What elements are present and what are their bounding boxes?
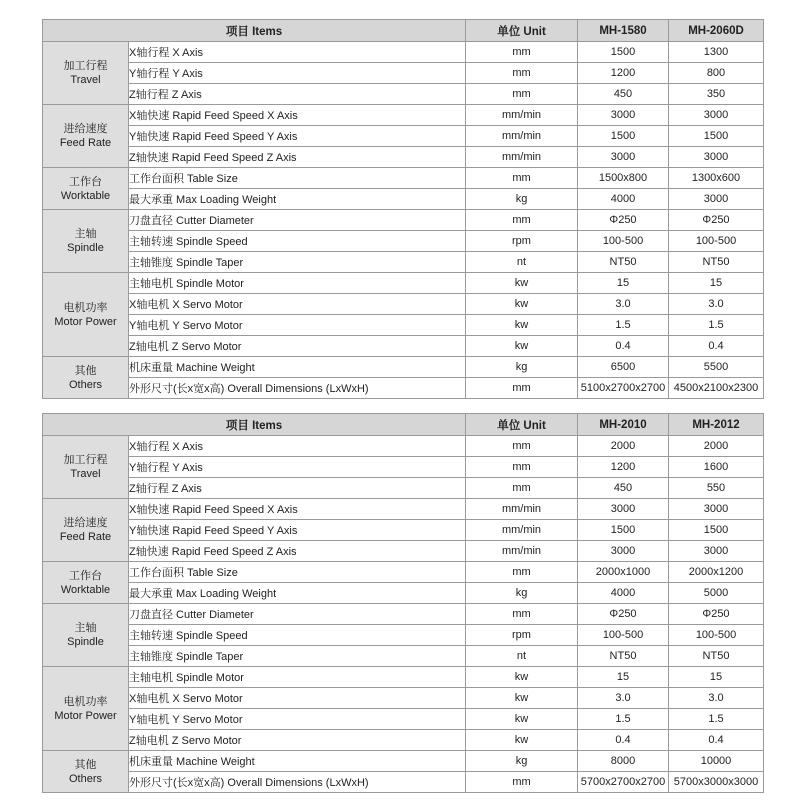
model-b-value: 1.5 <box>669 315 764 336</box>
model-a-value: 3.0 <box>578 688 669 709</box>
unit-cell: mm <box>466 378 578 399</box>
table-row <box>43 84 764 105</box>
model-b-value: 3000 <box>669 541 764 562</box>
item-cell: 最大承重 Max Loading Weight <box>129 189 466 210</box>
model-b-value: 100-500 <box>669 231 764 252</box>
unit-cell: mm <box>466 478 578 499</box>
item-cell: Y轴快速 Rapid Feed Speed Y Axis <box>129 126 466 147</box>
unit-cell: mm/min <box>466 105 578 126</box>
model-b-value: 3000 <box>669 499 764 520</box>
item-cell: X轴快速 Rapid Feed Speed X Axis <box>129 105 466 126</box>
group-label <box>43 42 129 105</box>
group-label <box>43 436 129 499</box>
table-row <box>43 436 764 457</box>
header-items: 项目 Items <box>43 414 466 436</box>
model-b-value: 10000 <box>669 751 764 772</box>
model-b-value: 3.0 <box>669 688 764 709</box>
table-row <box>43 210 764 231</box>
item-cell: 刀盘直径 Cutter Diameter <box>129 210 466 231</box>
group-label-en: Others <box>68 772 102 785</box>
group-label-cn: 工作台 <box>69 175 102 188</box>
unit-cell: kg <box>466 189 578 210</box>
item-cell: 刀盘直径 Cutter Diameter <box>129 604 466 625</box>
group-label-cn: 加工行程 <box>63 60 108 72</box>
model-a-value: 5100x2700x2700 <box>578 378 669 399</box>
item-cell: Z轴快速 Rapid Feed Speed Z Axis <box>129 147 466 168</box>
table-row <box>43 231 764 252</box>
table-row <box>43 604 764 625</box>
model-a-value: 3000 <box>578 499 669 520</box>
item-cell: X轴行程 X Axis <box>129 42 466 63</box>
model-b-value: 2000x1200 <box>669 562 764 583</box>
table-row <box>43 252 764 273</box>
group-label-en: Feed Rate <box>59 137 112 149</box>
table-row <box>43 478 764 499</box>
model-b-value: 3000 <box>669 147 764 168</box>
item-cell: 最大承重 Max Loading Weight <box>129 583 466 604</box>
item-cell: Z轴电机 Z Servo Motor <box>129 336 466 357</box>
group-label <box>43 210 129 273</box>
group-label-cn: 加工行程 <box>63 454 108 466</box>
header-model-b: MH-2060D <box>669 20 764 42</box>
table-row <box>43 499 764 520</box>
model-a-value: 1500 <box>578 520 669 541</box>
item-cell: 工作台面积 Table Size <box>129 168 466 189</box>
group-label-cn: 主轴 <box>74 228 97 240</box>
unit-cell: kw <box>466 315 578 336</box>
item-cell: X轴电机 X Servo Motor <box>129 688 466 709</box>
group-label <box>43 499 129 562</box>
table-row <box>43 63 764 84</box>
group-label <box>43 562 129 604</box>
model-a-value: 4000 <box>578 583 669 604</box>
item-cell: Y轴快速 Rapid Feed Speed Y Axis <box>129 520 466 541</box>
group-label-cn: 工作台 <box>69 569 102 582</box>
model-a-value: 4000 <box>578 189 669 210</box>
header-model-a: MH-2010 <box>578 414 669 436</box>
item-cell: 机床重量 Machine Weight <box>129 357 466 378</box>
group-label <box>43 604 129 667</box>
group-label <box>43 667 129 751</box>
unit-cell: nt <box>466 252 578 273</box>
table-row <box>43 147 764 168</box>
item-cell: X轴快速 Rapid Feed Speed X Axis <box>129 499 466 520</box>
model-a-value: 0.4 <box>578 336 669 357</box>
model-a-value: Φ250 <box>578 210 669 231</box>
model-a-value: 8000 <box>578 751 669 772</box>
model-b-value: 0.4 <box>669 730 764 751</box>
item-cell: 主轴锥度 Spindle Taper <box>129 646 466 667</box>
header-items: 项目 Items <box>43 20 466 42</box>
model-b-value: 3000 <box>669 105 764 126</box>
model-a-value: 450 <box>578 84 669 105</box>
model-a-value: 3.0 <box>578 294 669 315</box>
model-a-value: 3000 <box>578 541 669 562</box>
group-label-cn: 其他 <box>74 758 97 771</box>
item-cell: 主轴电机 Spindle Motor <box>129 273 466 294</box>
unit-cell: kg <box>466 583 578 604</box>
group-label-cn: 电机功率 <box>63 301 108 314</box>
model-a-value: 2000 <box>578 436 669 457</box>
item-cell: 外形尺寸(长x宽x高) Overall Dimensions (LxWxH) <box>129 772 466 793</box>
table-row <box>43 126 764 147</box>
item-cell: Z轴电机 Z Servo Motor <box>129 730 466 751</box>
unit-cell: mm/min <box>466 126 578 147</box>
model-b-value: 550 <box>669 478 764 499</box>
item-cell: X轴电机 X Servo Motor <box>129 294 466 315</box>
unit-cell: kw <box>466 336 578 357</box>
unit-cell: mm/min <box>466 520 578 541</box>
group-label <box>43 273 129 357</box>
model-b-value: NT50 <box>669 252 764 273</box>
table-row <box>43 42 764 63</box>
table-row <box>43 562 764 583</box>
model-a-value: 5700x2700x2700 <box>578 772 669 793</box>
unit-cell: kg <box>466 751 578 772</box>
group-label-cn: 主轴 <box>74 622 97 634</box>
unit-cell: mm <box>466 42 578 63</box>
group-label-en: Worktable <box>60 583 111 596</box>
table-row <box>43 105 764 126</box>
item-cell: Y轴行程 Y Axis <box>129 457 466 478</box>
model-b-value: 15 <box>669 273 764 294</box>
group-label-cn: 其他 <box>74 364 97 377</box>
item-cell: 工作台面积 Table Size <box>129 562 466 583</box>
group-label-cn: 电机功率 <box>63 695 108 708</box>
model-a-value: 15 <box>578 667 669 688</box>
unit-cell: kw <box>466 294 578 315</box>
item-cell: 主轴锥度 Spindle Taper <box>129 252 466 273</box>
model-b-value: 100-500 <box>669 625 764 646</box>
unit-cell: mm <box>466 168 578 189</box>
unit-cell: mm <box>466 457 578 478</box>
table-row <box>43 189 764 210</box>
item-cell: 主轴转速 Spindle Speed <box>129 231 466 252</box>
table-row <box>43 688 764 709</box>
table-row <box>43 378 764 399</box>
unit-cell: mm <box>466 84 578 105</box>
group-label <box>43 168 129 210</box>
item-cell: 机床重量 Machine Weight <box>129 751 466 772</box>
model-a-value: NT50 <box>578 646 669 667</box>
model-a-value: 100-500 <box>578 625 669 646</box>
model-a-value: 1500 <box>578 126 669 147</box>
model-b-value: Φ250 <box>669 210 764 231</box>
group-label-en: Motor Power <box>54 709 117 722</box>
unit-cell: mm <box>466 604 578 625</box>
unit-cell: rpm <box>466 231 578 252</box>
group-label-en: Travel <box>70 74 101 86</box>
model-b-value: 2000 <box>669 436 764 457</box>
group-label-cn: 进给速度 <box>63 517 108 529</box>
unit-cell: mm/min <box>466 541 578 562</box>
unit-cell: kw <box>466 688 578 709</box>
unit-cell: mm <box>466 772 578 793</box>
model-a-value: 2000x1000 <box>578 562 669 583</box>
item-cell: Y轴电机 Y Servo Motor <box>129 315 466 336</box>
header-model-b: MH-2012 <box>669 414 764 436</box>
header-row <box>43 20 764 42</box>
table-row <box>43 709 764 730</box>
model-b-value: NT50 <box>669 646 764 667</box>
unit-cell: kw <box>466 273 578 294</box>
model-a-value: 450 <box>578 478 669 499</box>
group-label-en: Others <box>68 378 102 391</box>
item-cell: Z轴行程 Z Axis <box>129 84 466 105</box>
table-row <box>43 667 764 688</box>
unit-cell: kw <box>466 709 578 730</box>
table-row <box>43 336 764 357</box>
table-row <box>43 583 764 604</box>
unit-cell: nt <box>466 646 578 667</box>
spec-table-1 <box>42 19 764 399</box>
table-row <box>43 457 764 478</box>
item-cell: Y轴电机 Y Servo Motor <box>129 709 466 730</box>
item-cell: X轴行程 X Axis <box>129 436 466 457</box>
group-label-en: Feed Rate <box>59 531 112 543</box>
table-row <box>43 772 764 793</box>
model-b-value: 5500 <box>669 357 764 378</box>
group-label <box>43 751 129 793</box>
header-row <box>43 414 764 436</box>
unit-cell: rpm <box>466 625 578 646</box>
item-cell: 外形尺寸(长x宽x高) Overall Dimensions (LxWxH) <box>129 378 466 399</box>
model-b-value: 350 <box>669 84 764 105</box>
model-a-value: 100-500 <box>578 231 669 252</box>
unit-cell: mm <box>466 63 578 84</box>
model-a-value: NT50 <box>578 252 669 273</box>
item-cell: Z轴行程 Z Axis <box>129 478 466 499</box>
model-a-value: 3000 <box>578 147 669 168</box>
model-a-value: 1.5 <box>578 315 669 336</box>
table-row <box>43 273 764 294</box>
group-label-en: Worktable <box>60 189 111 202</box>
table-body <box>43 42 764 399</box>
table-row <box>43 730 764 751</box>
unit-cell: kw <box>466 667 578 688</box>
group-label-en: Spindle <box>67 636 104 648</box>
model-a-value: Φ250 <box>578 604 669 625</box>
model-b-value: 15 <box>669 667 764 688</box>
model-a-value: 0.4 <box>578 730 669 751</box>
group-label-cn: 进给速度 <box>63 123 108 135</box>
model-b-value: 4500x2100x2300 <box>669 378 764 399</box>
model-b-value: 1500 <box>669 126 764 147</box>
unit-cell: mm <box>466 210 578 231</box>
model-b-value: Φ250 <box>669 604 764 625</box>
table-row <box>43 315 764 336</box>
model-b-value: 5700x3000x3000 <box>669 772 764 793</box>
group-label-en: Motor Power <box>54 315 117 328</box>
item-cell: Z轴快速 Rapid Feed Speed Z Axis <box>129 541 466 562</box>
model-a-value: 3000 <box>578 105 669 126</box>
model-a-value: 15 <box>578 273 669 294</box>
item-cell: Y轴行程 Y Axis <box>129 63 466 84</box>
model-b-value: 800 <box>669 63 764 84</box>
item-cell: 主轴电机 Spindle Motor <box>129 667 466 688</box>
model-b-value: 1500 <box>669 520 764 541</box>
table-row <box>43 520 764 541</box>
header-unit: 单位 Unit <box>466 414 578 436</box>
model-b-value: 1300x600 <box>669 168 764 189</box>
unit-cell: kw <box>466 730 578 751</box>
group-label <box>43 357 129 399</box>
model-b-value: 5000 <box>669 583 764 604</box>
table-body <box>43 436 764 793</box>
unit-cell: mm <box>466 562 578 583</box>
table-row <box>43 541 764 562</box>
table-row <box>43 294 764 315</box>
model-a-value: 1200 <box>578 63 669 84</box>
unit-cell: mm <box>466 436 578 457</box>
model-a-value: 1500 <box>578 42 669 63</box>
unit-cell: mm/min <box>466 147 578 168</box>
spec-table-2 <box>42 413 764 793</box>
model-b-value: 3000 <box>669 189 764 210</box>
table-row <box>43 751 764 772</box>
model-b-value: 1.5 <box>669 709 764 730</box>
model-a-value: 1200 <box>578 457 669 478</box>
model-b-value: 3.0 <box>669 294 764 315</box>
model-b-value: 1600 <box>669 457 764 478</box>
model-b-value: 0.4 <box>669 336 764 357</box>
table-row <box>43 357 764 378</box>
group-label <box>43 105 129 168</box>
group-label-en: Spindle <box>67 242 104 254</box>
table-row <box>43 625 764 646</box>
model-a-value: 6500 <box>578 357 669 378</box>
item-cell: 主轴转速 Spindle Speed <box>129 625 466 646</box>
model-a-value: 1.5 <box>578 709 669 730</box>
unit-cell: mm/min <box>466 499 578 520</box>
header-unit: 单位 Unit <box>466 20 578 42</box>
model-a-value: 1500x800 <box>578 168 669 189</box>
model-b-value: 1300 <box>669 42 764 63</box>
unit-cell: kg <box>466 357 578 378</box>
header-model-a: MH-1580 <box>578 20 669 42</box>
table-row <box>43 168 764 189</box>
table-row <box>43 646 764 667</box>
group-label-en: Travel <box>70 468 101 480</box>
